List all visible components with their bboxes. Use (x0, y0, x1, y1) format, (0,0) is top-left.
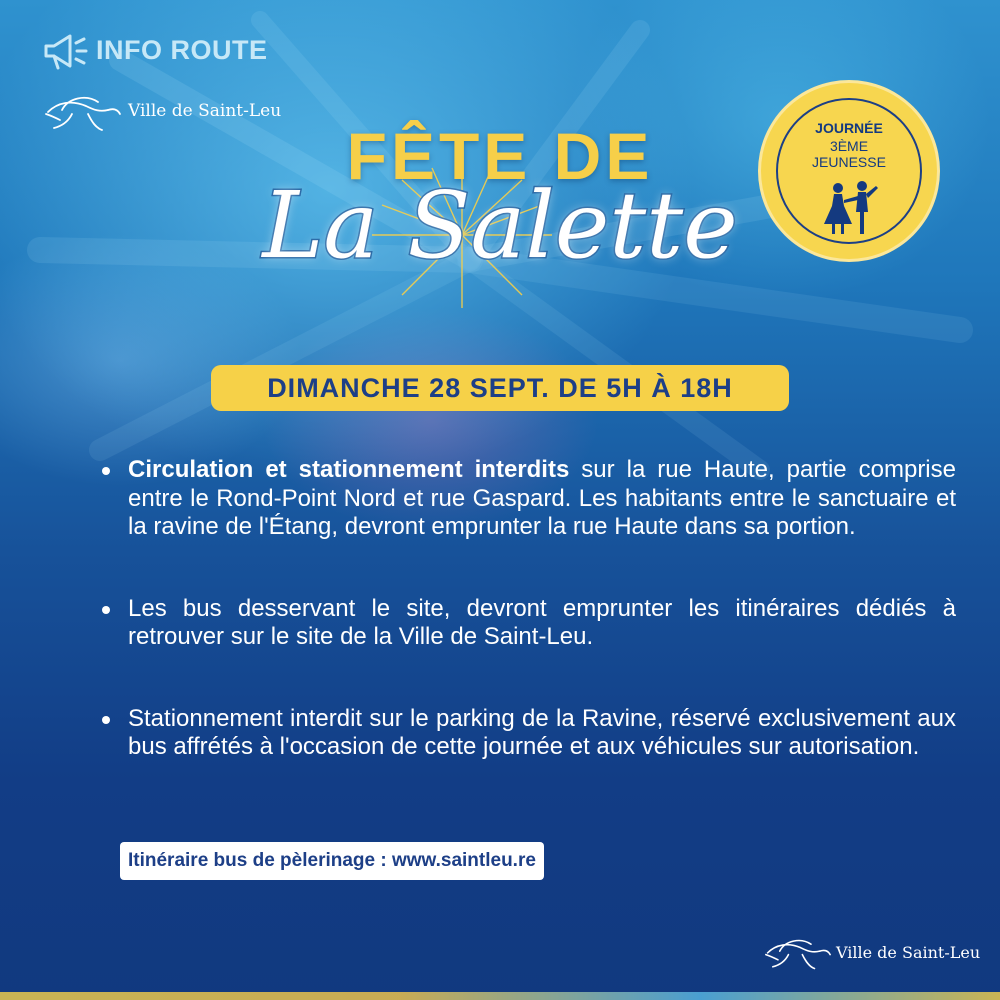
itinerary-link-box[interactable] (120, 842, 544, 880)
title-line-1: FÊTE DE (346, 119, 654, 193)
bullet-item (98, 456, 956, 542)
bullet-dot (102, 606, 110, 614)
badge-line-2: 3ÈME (829, 138, 869, 154)
ville-logo-bottom (762, 932, 980, 972)
bottom-color-strip (0, 992, 1000, 1000)
bullet-text: sur la rue Haute, partie comprise entre le Rond-Point Nord et rue Gaspard. Les habitants entre le sanctuaire et la ravine de l'Étang, devront emprunter la rue Haute dans sa portion. (128, 456, 956, 540)
bullet-bold-text: Circulation et stationnement interdits (128, 456, 570, 483)
badge-line-1: JOURNÉE (815, 120, 883, 136)
turtle-logo-icon (762, 932, 834, 972)
dancers-icon (816, 180, 882, 236)
bullet-item (98, 595, 956, 652)
info-route-label: INFO ROUTE (96, 34, 268, 65)
journee-badge (766, 88, 932, 254)
date-text: DIMANCHE 28 SEPT. DE 5H À 18H (267, 372, 733, 403)
date-banner (211, 365, 789, 411)
ville-logo-text: Ville de Saint-Leu (836, 942, 981, 962)
badge-line-3: JEUNESSE (812, 154, 886, 170)
itinerary-link-text[interactable]: Itinéraire bus de pèlerinage : www.saintleu.re (128, 850, 536, 871)
info-route-header (40, 28, 268, 72)
bullet-dot (102, 716, 110, 724)
megaphone-icon (40, 28, 90, 72)
title-line-2: La Salette (262, 172, 738, 279)
bullet-dot (102, 467, 110, 475)
bullet-text: Les bus desservant le site, devront emprunter les itinéraires dédiés à retrouver sur le site de la Ville de Saint-Leu. (128, 594, 956, 650)
bullet-text: Stationnement interdit sur le parking de la Ravine, réservé exclusivement aux bus affrétés à l'occasion de cette journée et aux véhicules sur autorisation. (128, 704, 956, 760)
info-bullet-list (98, 456, 956, 815)
ville-logo-text: Ville de Saint-Leu (128, 101, 282, 121)
bullet-item (98, 705, 956, 762)
